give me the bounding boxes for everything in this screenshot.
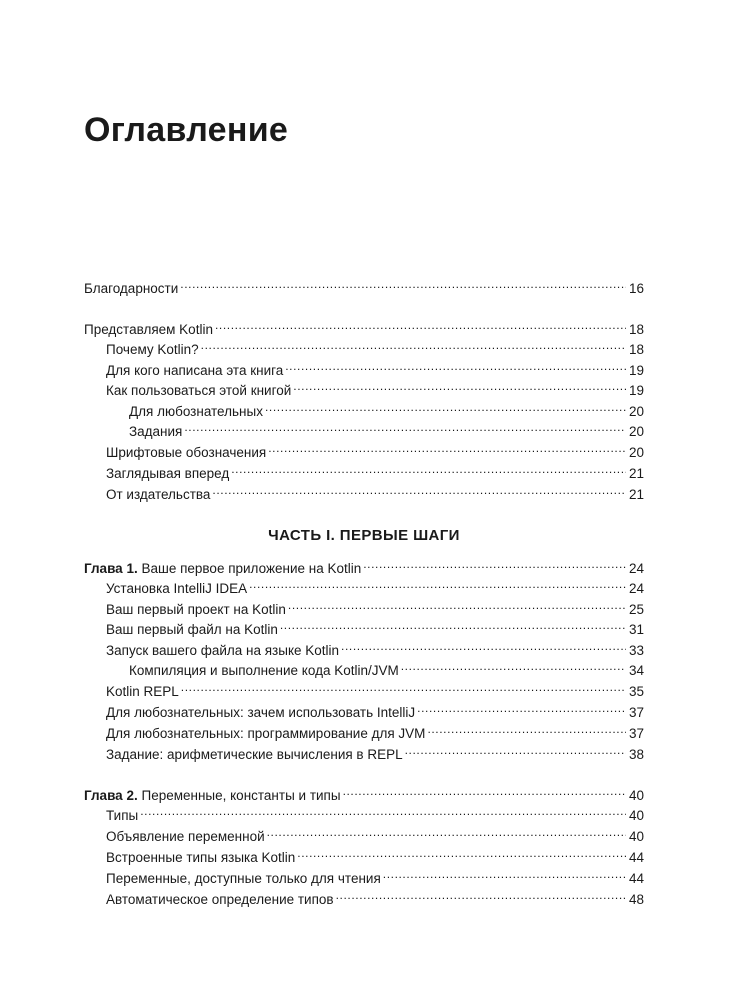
toc-chapter-1[interactable]: [84, 553, 644, 576]
toc-entry-page: 37: [628, 705, 644, 720]
page-title: Оглавление: [84, 111, 289, 149]
dot-leader: [201, 334, 626, 354]
toc-entry-typographic-conventions[interactable]: [84, 437, 644, 460]
toc-entry-page: 20: [628, 404, 644, 419]
toc-entry-label: Шрифтовые обозначения: [106, 445, 267, 460]
toc-entry-page: 18: [628, 342, 644, 357]
dot-leader: [181, 676, 626, 696]
toc-entry-label: Благодарности: [84, 281, 179, 296]
toc-entry-label: Задания: [129, 424, 183, 439]
toc-entry-page: 37: [628, 726, 644, 741]
toc-entry-audience[interactable]: [84, 355, 644, 378]
toc-entry-page: 40: [628, 829, 644, 844]
chapter-title: Ваше первое приложение на Kotlin: [141, 561, 362, 576]
toc-entry-label: Ваш первый файл на Kotlin: [106, 622, 278, 637]
toc-entry-install-intellij[interactable]: [84, 573, 644, 596]
toc-entry-label: Переменные, доступные только для чтения: [106, 871, 381, 886]
toc-entry-page: 19: [628, 363, 644, 378]
toc-entry-page: 44: [628, 850, 644, 865]
toc-entry-page: 44: [628, 871, 644, 886]
toc-entry-page: 24: [628, 561, 644, 576]
toc-entry-looking-ahead[interactable]: [84, 458, 644, 481]
dot-leader: [336, 884, 626, 904]
toc-entry-repl-arithmetic[interactable]: [84, 739, 644, 762]
toc-entry-why-kotlin[interactable]: [84, 334, 644, 357]
toc-entry-page: 48: [628, 892, 644, 907]
toc-entry-label: Kotlin REPL: [106, 684, 179, 699]
dot-leader: [401, 655, 626, 675]
dot-leader: [285, 355, 626, 375]
dot-leader: [265, 396, 626, 416]
chapter-prefix: Глава 2.: [84, 788, 138, 803]
toc-entry-first-file[interactable]: [84, 614, 644, 637]
toc-entry-label: Для любознательных: зачем использовать IntelliJ: [106, 705, 416, 720]
toc-entry-introducing-kotlin[interactable]: [84, 314, 644, 337]
toc-entry-label: Установка IntelliJ IDEA: [106, 581, 248, 596]
toc-chapter-2[interactable]: [84, 780, 644, 803]
toc-entry-compile-run[interactable]: [84, 655, 644, 678]
part-heading: ЧАСТЬ I. ПЕРВЫЕ ШАГИ: [268, 527, 460, 544]
toc-entry-type-inference[interactable]: [84, 884, 644, 907]
dot-leader: [293, 375, 626, 395]
toc-entry-label: Ваш первый проект на Kotlin: [106, 602, 286, 617]
dot-leader: [280, 614, 626, 634]
toc-entry-page: 33: [628, 643, 644, 658]
toc-entry-kotlin-repl[interactable]: [84, 676, 644, 699]
dot-leader: [231, 458, 626, 478]
toc-entry-label: Почему Kotlin?: [106, 342, 199, 357]
toc-entry-label: Как пользоваться этой книгой: [106, 383, 292, 398]
toc-entry-page: 18: [628, 322, 644, 337]
toc-entry-label: Типы: [106, 808, 139, 823]
toc-entry-builtin-types[interactable]: [84, 842, 644, 865]
chapter-title: Переменные, константы и типы: [141, 788, 341, 803]
toc-entry-jvm-programming[interactable]: [84, 718, 644, 741]
toc-entry-page: 40: [628, 788, 644, 803]
toc-entry-label: Заглядывая вперед: [106, 466, 230, 481]
toc-entry-acknowledgements[interactable]: [84, 273, 644, 296]
dot-leader: [297, 842, 626, 862]
chapter-prefix: Глава 1.: [84, 561, 138, 576]
toc-entry-for-the-curious[interactable]: [84, 396, 644, 419]
toc-entry-label: Задание: арифметические вычисления в REPL: [106, 747, 403, 762]
dot-leader: [427, 718, 626, 738]
toc-entry-page: 24: [628, 581, 644, 596]
dot-leader: [363, 553, 626, 573]
toc-entry-page: 35: [628, 684, 644, 699]
dot-leader: [405, 739, 626, 759]
toc-entry-label: Для кого написана эта книга: [106, 363, 284, 378]
toc-entry-page: 31: [628, 622, 644, 637]
toc-entry-page: 25: [628, 602, 644, 617]
toc-entry-why-intellij[interactable]: [84, 697, 644, 720]
dot-leader: [343, 780, 626, 800]
toc-entry-label: Встроенные типы языка Kotlin: [106, 850, 296, 865]
toc-entry-page: 20: [628, 424, 644, 439]
toc-entry-label: Компиляция и выполнение кода Kotlin/JVM: [129, 663, 399, 678]
toc-entry-types[interactable]: [84, 800, 644, 823]
dot-leader: [267, 821, 626, 841]
dot-leader: [249, 573, 626, 593]
toc-entry-declare-variable[interactable]: [84, 821, 644, 844]
dot-leader: [417, 697, 626, 717]
toc-entry-page: 21: [628, 487, 644, 502]
toc-entry-label: Представляем Kotlin: [84, 322, 213, 337]
dot-leader: [341, 635, 626, 655]
toc-entry-page: 21: [628, 466, 644, 481]
dot-leader: [288, 594, 626, 614]
toc-entry-how-to-use[interactable]: [84, 375, 644, 398]
toc-entry-label: От издательства: [106, 487, 211, 502]
toc-entry-label: Запуск вашего файла на языке Kotlin: [106, 643, 340, 658]
dot-leader: [180, 273, 626, 293]
toc-entry-from-publisher[interactable]: [84, 479, 644, 502]
dot-leader: [215, 314, 626, 334]
dot-leader: [184, 416, 626, 436]
dot-leader: [383, 863, 626, 883]
toc-entry-run-file[interactable]: [84, 635, 644, 658]
toc-entry-page: 34: [628, 663, 644, 678]
toc-entry-challenges[interactable]: [84, 416, 644, 439]
toc-entry-label: Объявление переменной: [106, 829, 265, 844]
toc-entry-page: 38: [628, 747, 644, 762]
dot-leader: [268, 437, 626, 457]
dot-leader: [212, 479, 626, 499]
toc-entry-page: 20: [628, 445, 644, 460]
toc-entry-read-only-vars[interactable]: [84, 863, 644, 886]
toc-entry-page: 40: [628, 808, 644, 823]
toc-entry-label: Для любознательных: [129, 404, 263, 419]
toc-entry-label: Автоматическое определение типов: [106, 892, 334, 907]
toc-entry-page: 19: [628, 383, 644, 398]
toc-entry-label: Для любознательных: программирование для JVM: [106, 726, 426, 741]
toc-entry-page: 16: [628, 281, 644, 296]
dot-leader: [140, 800, 626, 820]
toc-entry-first-project[interactable]: [84, 594, 644, 617]
